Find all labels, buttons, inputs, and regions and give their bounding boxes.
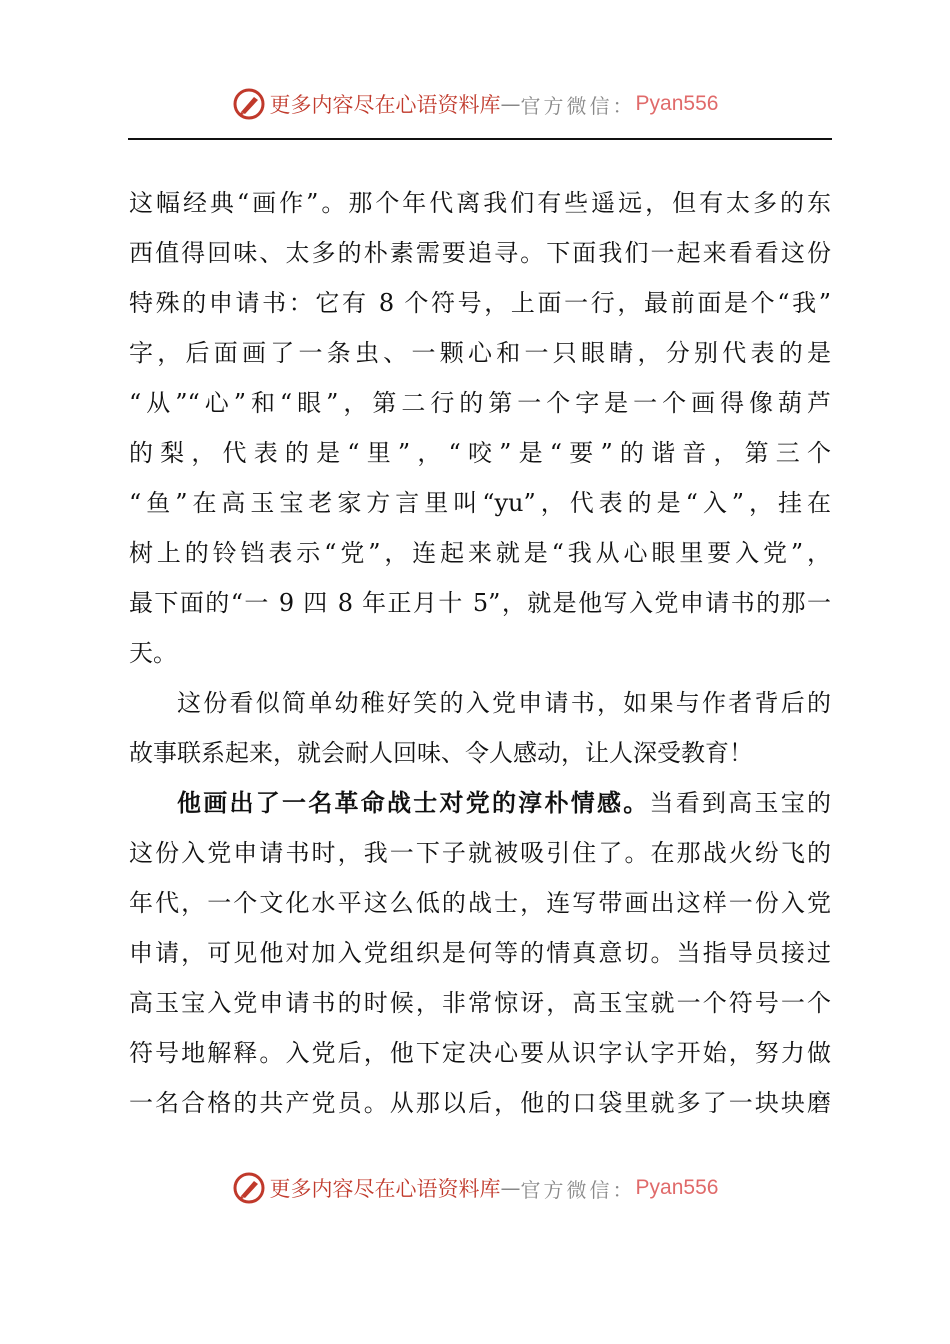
text-line: 的梨，代表的是“里”，“咬”是“要”的谐音，第三个 <box>129 439 831 467</box>
text-line: 申请，可见他对加入党组织是何等的情真意切。当指导员接过 <box>129 939 831 967</box>
text-line: 一名合格的共产党员。从那以后，他的口袋里就多了一块块磨 <box>129 1089 831 1117</box>
header-wechat-id: Pyan556 <box>635 92 719 115</box>
text-line: 这份看似简单幼稚好笑的入党申请书，如果与作者背后的 <box>177 689 831 717</box>
text-line: 树上的铃铛表示“党”，连起来就是“我从心眼里要入党”， <box>129 539 831 567</box>
pen-logo-icon <box>232 87 266 121</box>
text-line: “鱼”在高玉宝老家方言里叫“yu”，代表的是“入”，挂在 <box>129 489 831 517</box>
text-line: 这幅经典“画作”。那个年代离我们有些遥远，但有太多的东 <box>129 189 831 217</box>
bold-heading: 他画出了一名革命战士对党的淳朴情感。 <box>177 789 650 817</box>
text-line-tail: 当看到高玉宝的 <box>649 789 831 817</box>
text-line: 特殊的申请书：它有 8 个符号，上面一行，最前面是个“我” <box>129 289 831 317</box>
header-dash: — <box>500 92 521 116</box>
text-line: 字，后面画了一条虫、一颗心和一只眼睛，分别代表的是 <box>129 339 831 367</box>
text-line: 西值得回味、太多的朴素需要追寻。下面我们一起来看看这份 <box>129 239 831 267</box>
text-line: “从”“心”和“眼”，第二行的第一个字是一个画得像葫芦 <box>129 389 831 417</box>
header-brand-text: 更多内容尽在心语资料库 <box>269 93 501 117</box>
text-line: 天。 <box>129 639 177 667</box>
text-line: 年代，一个文化水平这么低的战士，连写带画出这样一份入党 <box>129 889 831 917</box>
header-official-label: 官方微信： <box>520 93 636 118</box>
paragraph-heading-line <box>129 778 831 828</box>
header-banner <box>0 84 950 124</box>
document-body <box>129 178 831 1128</box>
footer-brand-text: 更多内容尽在心语资料库 <box>269 1177 501 1201</box>
text-line: 最下面的“一 9 四 8 年正月十 5”，就是他写入党申请书的那一 <box>129 589 831 617</box>
text-line: 这份入党申请书时，我一下子就被吸引住了。在那战火纷飞的 <box>129 839 831 867</box>
footer-banner <box>0 1168 950 1208</box>
footer-wechat-id: Pyan556 <box>635 1176 719 1199</box>
text-line: 高玉宝入党申请书的时候，非常惊讶，高玉宝就一个符号一个 <box>129 989 831 1017</box>
text-line: 符号地解释。入党后，他下定决心要从识字认字开始，努力做 <box>129 1039 831 1067</box>
pen-logo-icon <box>232 1171 266 1205</box>
footer-official-label: 官方微信： <box>520 1177 636 1202</box>
footer-dash: — <box>500 1176 521 1200</box>
header-divider <box>128 138 832 140</box>
text-line: 故事联系起来，就会耐人回味、令人感动，让人深受教育！ <box>129 739 753 767</box>
